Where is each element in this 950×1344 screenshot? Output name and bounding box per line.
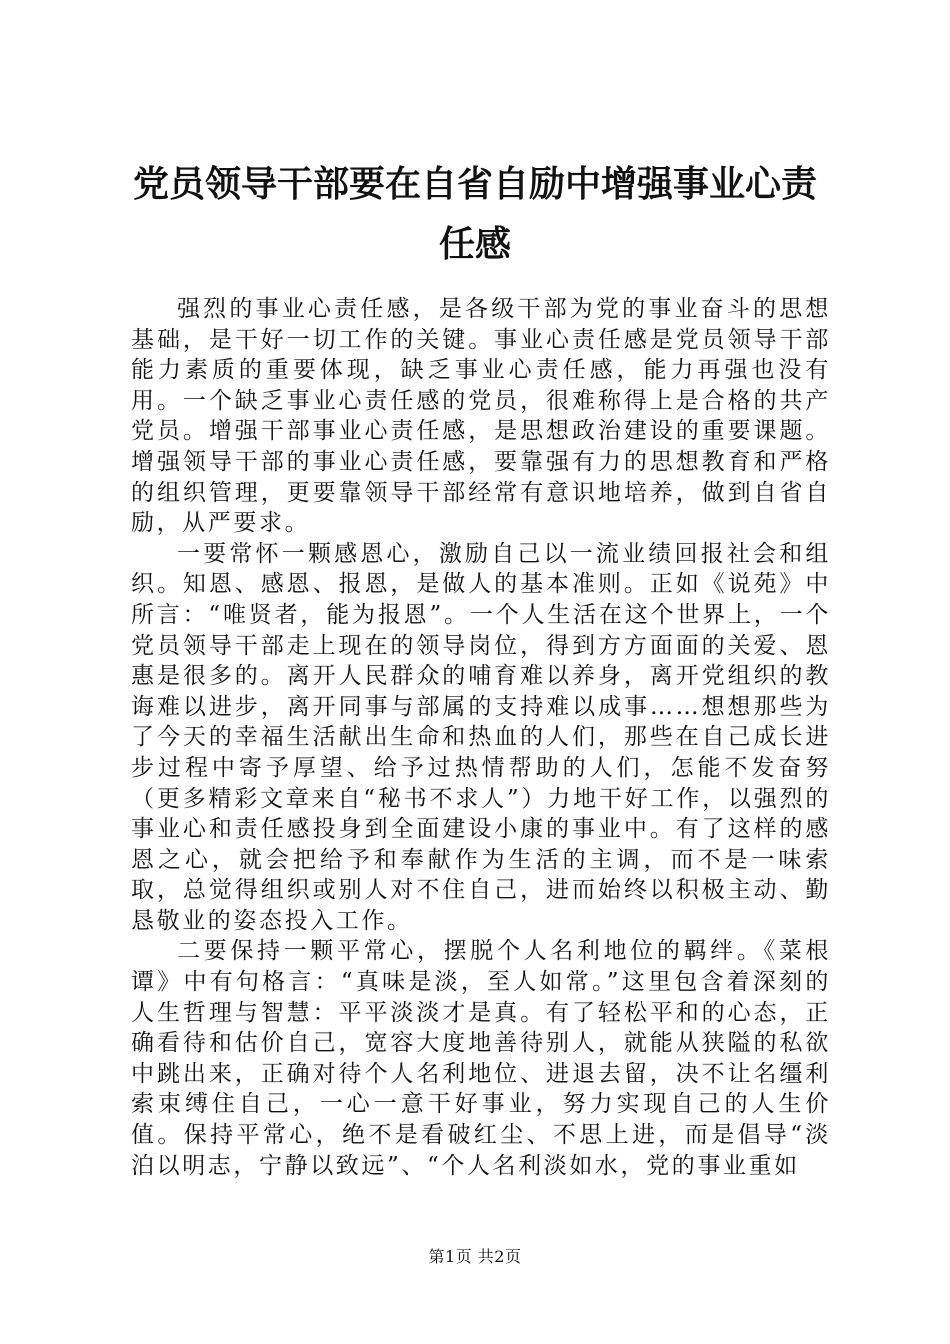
document-body — [131, 294, 831, 1181]
page-footer: 第1页 共2页 — [428, 1247, 522, 1266]
paragraph-intro: 强烈的事业心责任感，是各级干部为党的事业奋斗的思想基础，是干好一切工作的关键。事业心责任感是党员领导干部能力素质的重要体现，缺乏事业心责任感，能力再强也没有用。一个缺乏事业心责任感的党员，很难称得上是合格的共产党员。增强干部事业心责任感，是思想政治建设的重要课题。增强领导干部的事业心责任感，要靠强有力的思想教育和严格的组织管理，更要靠领导干部经常有意识地培养，做到自省自励，从严要求。 — [131, 296, 831, 537]
document-title: 党员领导干部要在自省自励中增强事业心责任感 — [132, 164, 817, 265]
paragraph-gratitude: 一要常怀一颗感恩心，激励自己以一流业绩回报社会和组织。知恩、感恩、报恩，是做人的基本准则。正如《说苑》中所言：“唯贤者，能为报恩”。一个人生活在这个世界上，一个党员领导干部走上现在的领导岗位，得到方方面面的关爱、恩惠是很多的。离开人民群众的哺育难以养身，离开党组织的教诲难以进步，离开同事与部属的支持难以成事……想想那些为了今天的幸福生活献出生命和热血的人们，那些在自己成长进步过程中寄予厚望、给予过热情帮助的人们，怎能不发奋努（更多精彩文章来自“秘书不求人”）力地干好工作，以强烈的事业心和责任感投身到全面建设小康的事业中。有了这样的感恩之心，就会把给予和奉献作为生活的主调，而不是一味索取，总觉得组织或别人对不住自己，进而始终以积极主动、勤恳敬业的姿态投入工作。 — [131, 540, 831, 934]
paragraph-ordinary-mind: 二要保持一颗平常心，摆脱个人名利地位的羁绊。《菜根谭》中有句格言：“真味是淡，至人如常。”这里包含着深刻的人生哲理与智慧：平平淡淡才是真。有了轻松平和的心态，正确看待和估价自己，宽容大度地善待别人，就能从狭隘的私欲中跳出来，正确对待个人名利地位、进退去留，决不让名缰利索束缚住自己，一心一意干好事业，努力实现自己的人生价值。保持平常心，绝不是看破红尘、不思上进，而是倡导“淡泊以明志，宁静以致远”、“个人名利淡如水，党的事业重如 — [131, 938, 831, 1179]
